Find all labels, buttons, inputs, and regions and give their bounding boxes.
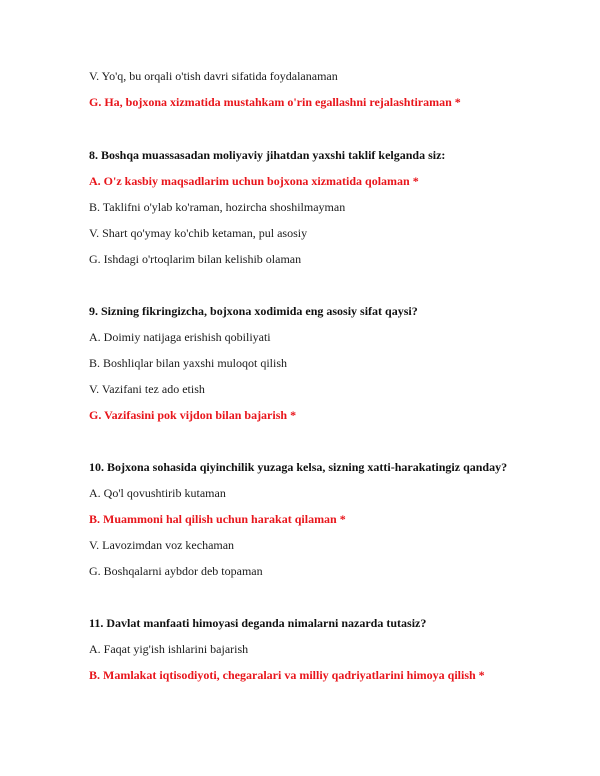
answer-option-8b: B. Taklifni o'ylab ko'raman, hozircha shoshilmayman [89, 200, 346, 214]
correct-answer-9g: G. Vazifasini pok vijdon bilan bajarish * [89, 408, 297, 422]
answer-option-10v: V. Lavozimdan voz kechaman [89, 538, 235, 552]
answer-option-9v: V. Vazifani tez ado etish [89, 382, 205, 396]
answer-option-8v: V. Shart qo'ymay ko'chib ketaman, pul asosiy [89, 226, 308, 240]
answer-option-8g: G. Ishdagi o'rtoqlarim bilan kelishib olaman [89, 252, 302, 266]
correct-answer-8a: A. O'z kasbiy maqsadlarim uchun bojxona xizmatida qolaman * [89, 174, 419, 188]
correct-answer-11b: B. Mamlakat iqtisodiyoti, chegaralari va milliy qadriyatlarini himoya qilish * [89, 668, 485, 682]
answer-option-10g: G. Boshqalarni aybdor deb topaman [89, 564, 263, 578]
answer-option-7v: V. Yo'q, bu orqali o'tish davri sifatida foydalanaman [89, 69, 338, 83]
answer-option-9b: B. Boshliqlar bilan yaxshi muloqot qilish [89, 356, 287, 370]
correct-answer-7g: G. Ha, bojxona xizmatida mustahkam o'rin egallashni rejalashtiraman * [89, 95, 461, 109]
question-11: 11. Davlat manfaati himoyasi deganda nimalarni nazarda tutasiz? [89, 616, 427, 630]
answer-option-9a: A. Doimiy natijaga erishish qobiliyati [89, 330, 271, 344]
answer-option-10a: A. Qo'l qovushtirib kutaman [89, 486, 226, 500]
answer-option-11a: A. Faqat yig'ish ishlarini bajarish [89, 642, 249, 656]
correct-answer-10b: B. Muammoni hal qilish uchun harakat qilaman * [89, 512, 346, 526]
question-8: 8. Boshqa muassasadan moliyaviy jihatdan yaxshi taklif kelganda siz: [89, 148, 446, 162]
question-9: 9. Sizning fikringizcha, bojxona xodimida eng asosiy sifat qaysi? [89, 304, 418, 318]
question-10: 10. Bojxona sohasida qiyinchilik yuzaga kelsa, sizning xatti-harakatingiz qanday? [89, 460, 508, 474]
